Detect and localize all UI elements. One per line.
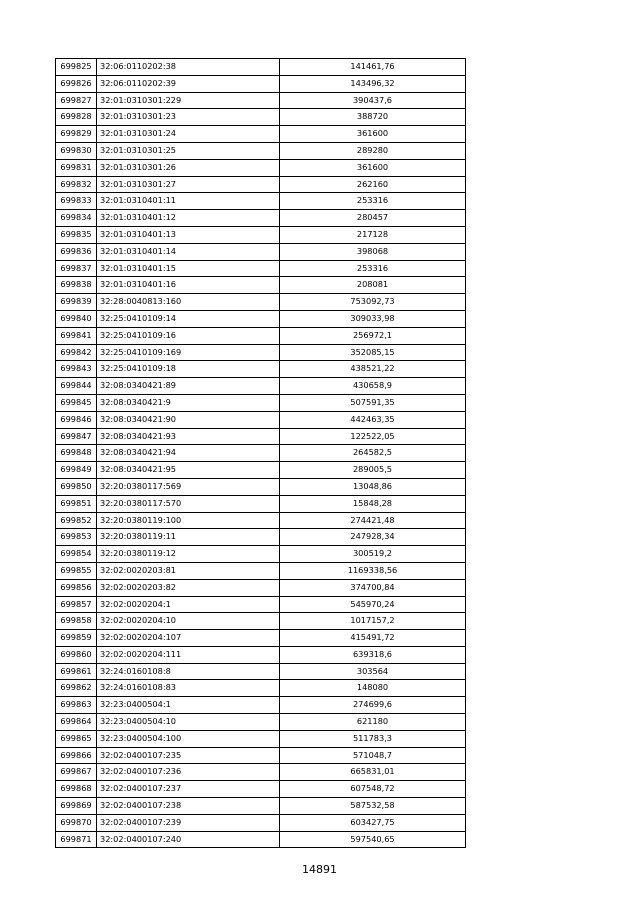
- row-id-cell: 699868: [56, 781, 97, 798]
- row-id-cell: 699863: [56, 697, 97, 714]
- cadastral-value-cell: 374700,84: [280, 579, 466, 596]
- row-id-cell: 699845: [56, 394, 97, 411]
- cadastral-value-cell: 398068: [280, 243, 466, 260]
- cadastral-number-cell: 32:20:0380119:12: [97, 546, 280, 563]
- cadastral-value-cell: 511783,3: [280, 730, 466, 747]
- row-id-cell: 699851: [56, 495, 97, 512]
- row-id-cell: 699837: [56, 260, 97, 277]
- cadastral-number-cell: 32:01:0310301:23: [97, 109, 280, 126]
- row-id-cell: 699827: [56, 92, 97, 109]
- table-row: [56, 411, 466, 428]
- row-id-cell: 699844: [56, 378, 97, 395]
- cadastral-number-cell: 32:08:0340421:93: [97, 428, 280, 445]
- cadastral-number-cell: 32:08:0340421:89: [97, 378, 280, 395]
- table-row: [56, 445, 466, 462]
- table-row: [56, 613, 466, 630]
- cadastral-value-cell: 621180: [280, 714, 466, 731]
- row-id-cell: 699835: [56, 226, 97, 243]
- row-id-cell: 699854: [56, 546, 97, 563]
- cadastral-number-cell: 32:01:0310401:12: [97, 210, 280, 227]
- cadastral-number-cell: 32:20:0380117:569: [97, 478, 280, 495]
- table-row: [56, 394, 466, 411]
- table-row: [56, 109, 466, 126]
- row-id-cell: 699838: [56, 277, 97, 294]
- page-number: 14891: [302, 863, 337, 876]
- cadastral-number-cell: 32:23:0400504:1: [97, 697, 280, 714]
- table-row: [56, 562, 466, 579]
- row-id-cell: 699847: [56, 428, 97, 445]
- table-row: [56, 781, 466, 798]
- row-id-cell: 699870: [56, 814, 97, 831]
- row-id-cell: 699859: [56, 630, 97, 647]
- row-id-cell: 699840: [56, 310, 97, 327]
- cadastral-value-cell: 352085,15: [280, 344, 466, 361]
- cadastral-value-cell: 289280: [280, 142, 466, 159]
- row-id-cell: 699855: [56, 562, 97, 579]
- row-id-cell: 699866: [56, 747, 97, 764]
- cadastral-value-cell: 208081: [280, 277, 466, 294]
- cadastral-number-cell: 32:01:0310301:25: [97, 142, 280, 159]
- cadastral-value-cell: 247928,34: [280, 529, 466, 546]
- cadastral-number-cell: 32:02:0400107:237: [97, 781, 280, 798]
- table-row: [56, 59, 466, 76]
- table-row: [56, 630, 466, 647]
- row-id-cell: 699850: [56, 478, 97, 495]
- table-row: [56, 798, 466, 815]
- row-id-cell: 699833: [56, 193, 97, 210]
- table-row: [56, 378, 466, 395]
- cadastral-number-cell: 32:01:0310301:24: [97, 126, 280, 143]
- cadastral-value-cell: 639318,6: [280, 646, 466, 663]
- row-id-cell: 699832: [56, 176, 97, 193]
- cadastral-value-cell: 274421,48: [280, 512, 466, 529]
- cadastral-value-cell: 143496,32: [280, 75, 466, 92]
- row-id-cell: 699829: [56, 126, 97, 143]
- cadastral-number-cell: 32:08:0340421:90: [97, 411, 280, 428]
- row-id-cell: 699841: [56, 327, 97, 344]
- table-row: [56, 646, 466, 663]
- cadastral-value-cell: 442463,35: [280, 411, 466, 428]
- cadastral-number-cell: 32:28:0040813:160: [97, 294, 280, 311]
- row-id-cell: 699825: [56, 59, 97, 76]
- cadastral-number-cell: 32:01:0310301:229: [97, 92, 280, 109]
- cadastral-value-cell: 303564: [280, 663, 466, 680]
- table-row: [56, 764, 466, 781]
- table-row: [56, 512, 466, 529]
- row-id-cell: 699869: [56, 798, 97, 815]
- cadastral-value-cell: 571048,7: [280, 747, 466, 764]
- table-row: [56, 226, 466, 243]
- cadastral-number-cell: 32:02:0400107:238: [97, 798, 280, 815]
- cadastral-number-cell: 32:02:0020204:107: [97, 630, 280, 647]
- table-row: [56, 294, 466, 311]
- table-row: [56, 310, 466, 327]
- table-row: [56, 126, 466, 143]
- cadastral-number-cell: 32:01:0310301:27: [97, 176, 280, 193]
- cadastral-value-cell: 141461,76: [280, 59, 466, 76]
- cadastral-number-cell: 32:01:0310401:16: [97, 277, 280, 294]
- cadastral-number-cell: 32:01:0310401:11: [97, 193, 280, 210]
- cadastral-value-cell: 300519,2: [280, 546, 466, 563]
- table-row: [56, 159, 466, 176]
- cadastral-number-cell: 32:23:0400504:100: [97, 730, 280, 747]
- cadastral-number-cell: 32:02:0020204:111: [97, 646, 280, 663]
- cadastral-number-cell: 32:02:0020204:1: [97, 596, 280, 613]
- cadastral-number-cell: 32:01:0310301:26: [97, 159, 280, 176]
- row-id-cell: 699830: [56, 142, 97, 159]
- table-row: [56, 714, 466, 731]
- table-row: [56, 663, 466, 680]
- cadastral-value-cell: 256972,1: [280, 327, 466, 344]
- row-id-cell: 699853: [56, 529, 97, 546]
- cadastral-number-cell: 32:25:0410109:14: [97, 310, 280, 327]
- cadastral-number-cell: 32:08:0340421:95: [97, 462, 280, 479]
- cadastral-number-cell: 32:02:0020204:10: [97, 613, 280, 630]
- cadastral-value-cell: 264582,5: [280, 445, 466, 462]
- cadastral-value-cell: 309033,98: [280, 310, 466, 327]
- cadastral-value-cell: 607548,72: [280, 781, 466, 798]
- table-row: [56, 176, 466, 193]
- table-row: [56, 142, 466, 159]
- cadastral-value-cell: 148080: [280, 680, 466, 697]
- cadastral-value-cell: 217128: [280, 226, 466, 243]
- table-row: [56, 75, 466, 92]
- cadastral-number-cell: 32:02:0020203:82: [97, 579, 280, 596]
- table-row: [56, 529, 466, 546]
- table-row: [56, 210, 466, 227]
- table-row: [56, 243, 466, 260]
- table-row: [56, 277, 466, 294]
- row-id-cell: 699831: [56, 159, 97, 176]
- row-id-cell: 699852: [56, 512, 97, 529]
- cadastral-number-cell: 32:06:0110202:38: [97, 59, 280, 76]
- row-id-cell: 699836: [56, 243, 97, 260]
- cadastral-number-cell: 32:20:0380119:100: [97, 512, 280, 529]
- cadastral-value-cell: 388720: [280, 109, 466, 126]
- cadastral-value-cell: 438521,22: [280, 361, 466, 378]
- row-id-cell: 699871: [56, 831, 97, 848]
- cadastral-value-cell: 253316: [280, 193, 466, 210]
- table-row: [56, 747, 466, 764]
- cadastral-value-cell: 390437,6: [280, 92, 466, 109]
- table-body: [56, 59, 466, 848]
- cadastral-number-cell: 32:02:0400107:235: [97, 747, 280, 764]
- row-id-cell: 699826: [56, 75, 97, 92]
- row-id-cell: 699843: [56, 361, 97, 378]
- table-row: [56, 680, 466, 697]
- row-id-cell: 699842: [56, 344, 97, 361]
- cadastral-number-cell: 32:02:0400107:239: [97, 814, 280, 831]
- table-row: [56, 462, 466, 479]
- cadastral-value-cell: 280457: [280, 210, 466, 227]
- table-row: [56, 361, 466, 378]
- table-row: [56, 814, 466, 831]
- table-row: [56, 697, 466, 714]
- table-row: [56, 428, 466, 445]
- table-row: [56, 92, 466, 109]
- row-id-cell: 699828: [56, 109, 97, 126]
- cadastral-value-cell: 274699,6: [280, 697, 466, 714]
- cadastral-value-cell: 1169338,56: [280, 562, 466, 579]
- row-id-cell: 699849: [56, 462, 97, 479]
- table-row: [56, 344, 466, 361]
- cadastral-value-cell: 603427,75: [280, 814, 466, 831]
- row-id-cell: 699862: [56, 680, 97, 697]
- cadastral-number-cell: 32:01:0310401:14: [97, 243, 280, 260]
- row-id-cell: 699846: [56, 411, 97, 428]
- cadastral-value-cell: 122522,05: [280, 428, 466, 445]
- row-id-cell: 699864: [56, 714, 97, 731]
- table-row: [56, 730, 466, 747]
- table-row: [56, 478, 466, 495]
- cadastral-value-cell: 253316: [280, 260, 466, 277]
- cadastral-value-cell: 597540,65: [280, 831, 466, 848]
- row-id-cell: 699865: [56, 730, 97, 747]
- cadastral-value-cell: 545970,24: [280, 596, 466, 613]
- table-row: [56, 579, 466, 596]
- cadastral-number-cell: 32:01:0310401:13: [97, 226, 280, 243]
- cadastral-number-cell: 32:25:0410109:16: [97, 327, 280, 344]
- cadastral-number-cell: 32:24:0160108:8: [97, 663, 280, 680]
- row-id-cell: 699839: [56, 294, 97, 311]
- cadastral-value-cell: 15848,28: [280, 495, 466, 512]
- cadastral-value-table: [55, 58, 466, 848]
- cadastral-value-cell: 262160: [280, 176, 466, 193]
- row-id-cell: 699860: [56, 646, 97, 663]
- cadastral-number-cell: 32:02:0400107:240: [97, 831, 280, 848]
- cadastral-value-cell: 361600: [280, 159, 466, 176]
- cadastral-value-cell: 1017157,2: [280, 613, 466, 630]
- row-id-cell: 699861: [56, 663, 97, 680]
- cadastral-value-cell: 430658,9: [280, 378, 466, 395]
- table-row: [56, 495, 466, 512]
- cadastral-value-cell: 753092,73: [280, 294, 466, 311]
- row-id-cell: 699834: [56, 210, 97, 227]
- table-row: [56, 260, 466, 277]
- row-id-cell: 699856: [56, 579, 97, 596]
- cadastral-number-cell: 32:24:0160108:83: [97, 680, 280, 697]
- cadastral-number-cell: 32:25:0410109:169: [97, 344, 280, 361]
- row-id-cell: 699848: [56, 445, 97, 462]
- cadastral-value-cell: 361600: [280, 126, 466, 143]
- cadastral-number-cell: 32:20:0380117:570: [97, 495, 280, 512]
- cadastral-number-cell: 32:02:0400107:236: [97, 764, 280, 781]
- row-id-cell: 699858: [56, 613, 97, 630]
- cadastral-value-cell: 13048,86: [280, 478, 466, 495]
- table-row: [56, 831, 466, 848]
- cadastral-number-cell: 32:25:0410109:18: [97, 361, 280, 378]
- row-id-cell: 699867: [56, 764, 97, 781]
- table-row: [56, 546, 466, 563]
- cadastral-value-cell: 289005,5: [280, 462, 466, 479]
- table-row: [56, 596, 466, 613]
- cadastral-number-cell: 32:06:0110202:39: [97, 75, 280, 92]
- cadastral-number-cell: 32:08:0340421:9: [97, 394, 280, 411]
- cadastral-number-cell: 32:08:0340421:94: [97, 445, 280, 462]
- cadastral-number-cell: 32:20:0380119:11: [97, 529, 280, 546]
- table-row: [56, 327, 466, 344]
- cadastral-value-cell: 507591,35: [280, 394, 466, 411]
- cadastral-number-cell: 32:23:0400504:10: [97, 714, 280, 731]
- cadastral-value-cell: 415491,72: [280, 630, 466, 647]
- table-row: [56, 193, 466, 210]
- cadastral-number-cell: 32:02:0020203:81: [97, 562, 280, 579]
- row-id-cell: 699857: [56, 596, 97, 613]
- cadastral-number-cell: 32:01:0310401:15: [97, 260, 280, 277]
- cadastral-value-cell: 665831,01: [280, 764, 466, 781]
- cadastral-value-cell: 587532,58: [280, 798, 466, 815]
